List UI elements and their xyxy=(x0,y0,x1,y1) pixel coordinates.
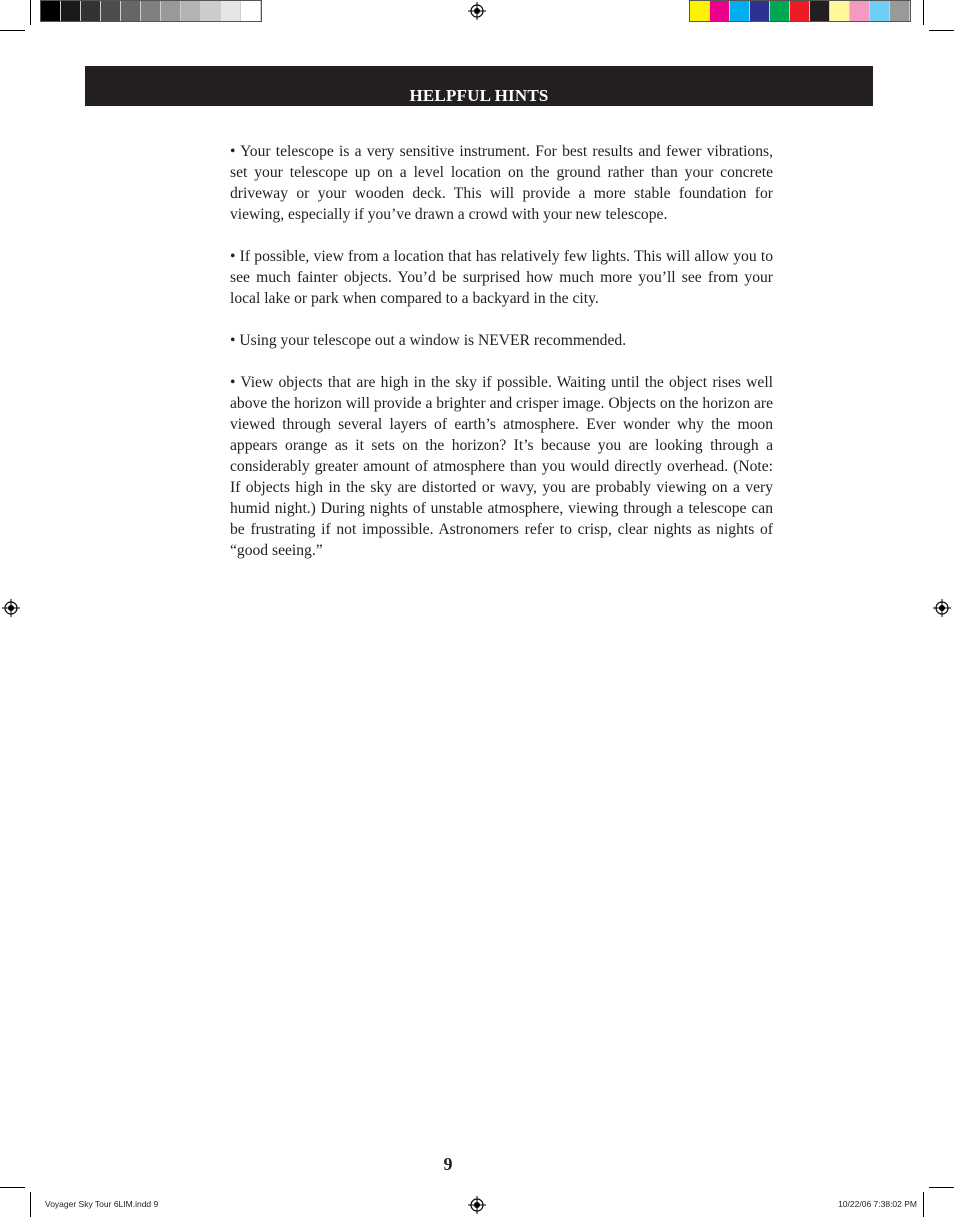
grayscale-swatch xyxy=(141,1,161,21)
process-color-bar xyxy=(689,0,911,22)
page-number: 9 xyxy=(443,1154,453,1174)
grayscale-swatch xyxy=(101,1,121,21)
process-color-swatch xyxy=(810,1,830,21)
crop-mark-bottom-left-h xyxy=(0,1187,25,1188)
slug-filename: Voyager Sky Tour 6LIM.indd 9 xyxy=(45,1199,159,1209)
registration-mark-icon xyxy=(468,2,486,20)
grayscale-swatch xyxy=(41,1,61,21)
process-color-swatch xyxy=(830,1,850,21)
crop-mark-bottom-right-h xyxy=(929,1187,954,1188)
grayscale-swatch xyxy=(81,1,101,21)
registration-mark-icon xyxy=(2,599,20,617)
crop-mark-top-right-h xyxy=(929,30,954,31)
grayscale-swatch xyxy=(121,1,141,21)
crop-mark-bottom-left-v xyxy=(30,1192,31,1217)
process-color-swatch xyxy=(870,1,890,21)
registration-mark-icon xyxy=(468,1196,486,1214)
section-title: HELPFUL HINTS xyxy=(409,86,549,105)
process-color-swatch xyxy=(730,1,750,21)
grayscale-swatch xyxy=(181,1,201,21)
grayscale-color-bar xyxy=(40,0,262,22)
process-color-swatch xyxy=(790,1,810,21)
hints-list xyxy=(230,141,773,582)
grayscale-swatch xyxy=(221,1,241,21)
section-header-band xyxy=(85,66,873,106)
grayscale-swatch xyxy=(161,1,181,21)
process-color-swatch xyxy=(890,1,910,21)
hint-paragraph: • Your telescope is a very sensitive instrument. For best results and fewer vibrations, set your telescope up on a level location on the ground rather than your concrete driveway or your wooden deck. This will provide a more stable foundation for viewing, especially if you’ve drawn a crowd with your new telescope. xyxy=(230,143,773,223)
hint-paragraph: • If possible, view from a location that has relatively few lights. This will allow you to see much fainter objects. You’d be surprised how much more you’ll see from your local lake or park when compared to a backyard in the city. xyxy=(230,248,773,307)
registration-mark-icon xyxy=(933,599,951,617)
hint-paragraph: • Using your telescope out a window is NEVER recommended. xyxy=(230,332,627,349)
crop-mark-top-left-v xyxy=(30,0,31,25)
process-color-swatch xyxy=(690,1,710,21)
process-color-swatch xyxy=(770,1,790,21)
crop-mark-bottom-right-v xyxy=(923,1192,924,1217)
process-color-swatch xyxy=(850,1,870,21)
slug-timestamp: 10/22/06 7:38:02 PM xyxy=(838,1199,917,1209)
hint-paragraph: • View objects that are high in the sky if possible. Waiting until the object rises well above the horizon will provide a brighter and crisper image. Objects on the horizon are viewed through several layers of earth’s atmosphere. Ever wonder why the moon appears orange as it sets on the horizon? It’s because you are looking through a considerably greater amount of atmosphere than you would directly overhead. (Note: If objects high in the sky are distorted or wavy, you are probably viewing on a very humid night.) During nights of unstable atmosphere, viewing through a telescope can be frustrating if not impossible. Astronomers refer to crisp, clear nights as nights of “good seeing.” xyxy=(230,374,773,559)
process-color-swatch xyxy=(710,1,730,21)
grayscale-swatch xyxy=(241,1,261,21)
crop-mark-top-right-v xyxy=(923,0,924,25)
grayscale-swatch xyxy=(61,1,81,21)
crop-mark-top-left-h xyxy=(0,30,25,31)
grayscale-swatch xyxy=(201,1,221,21)
process-color-swatch xyxy=(750,1,770,21)
